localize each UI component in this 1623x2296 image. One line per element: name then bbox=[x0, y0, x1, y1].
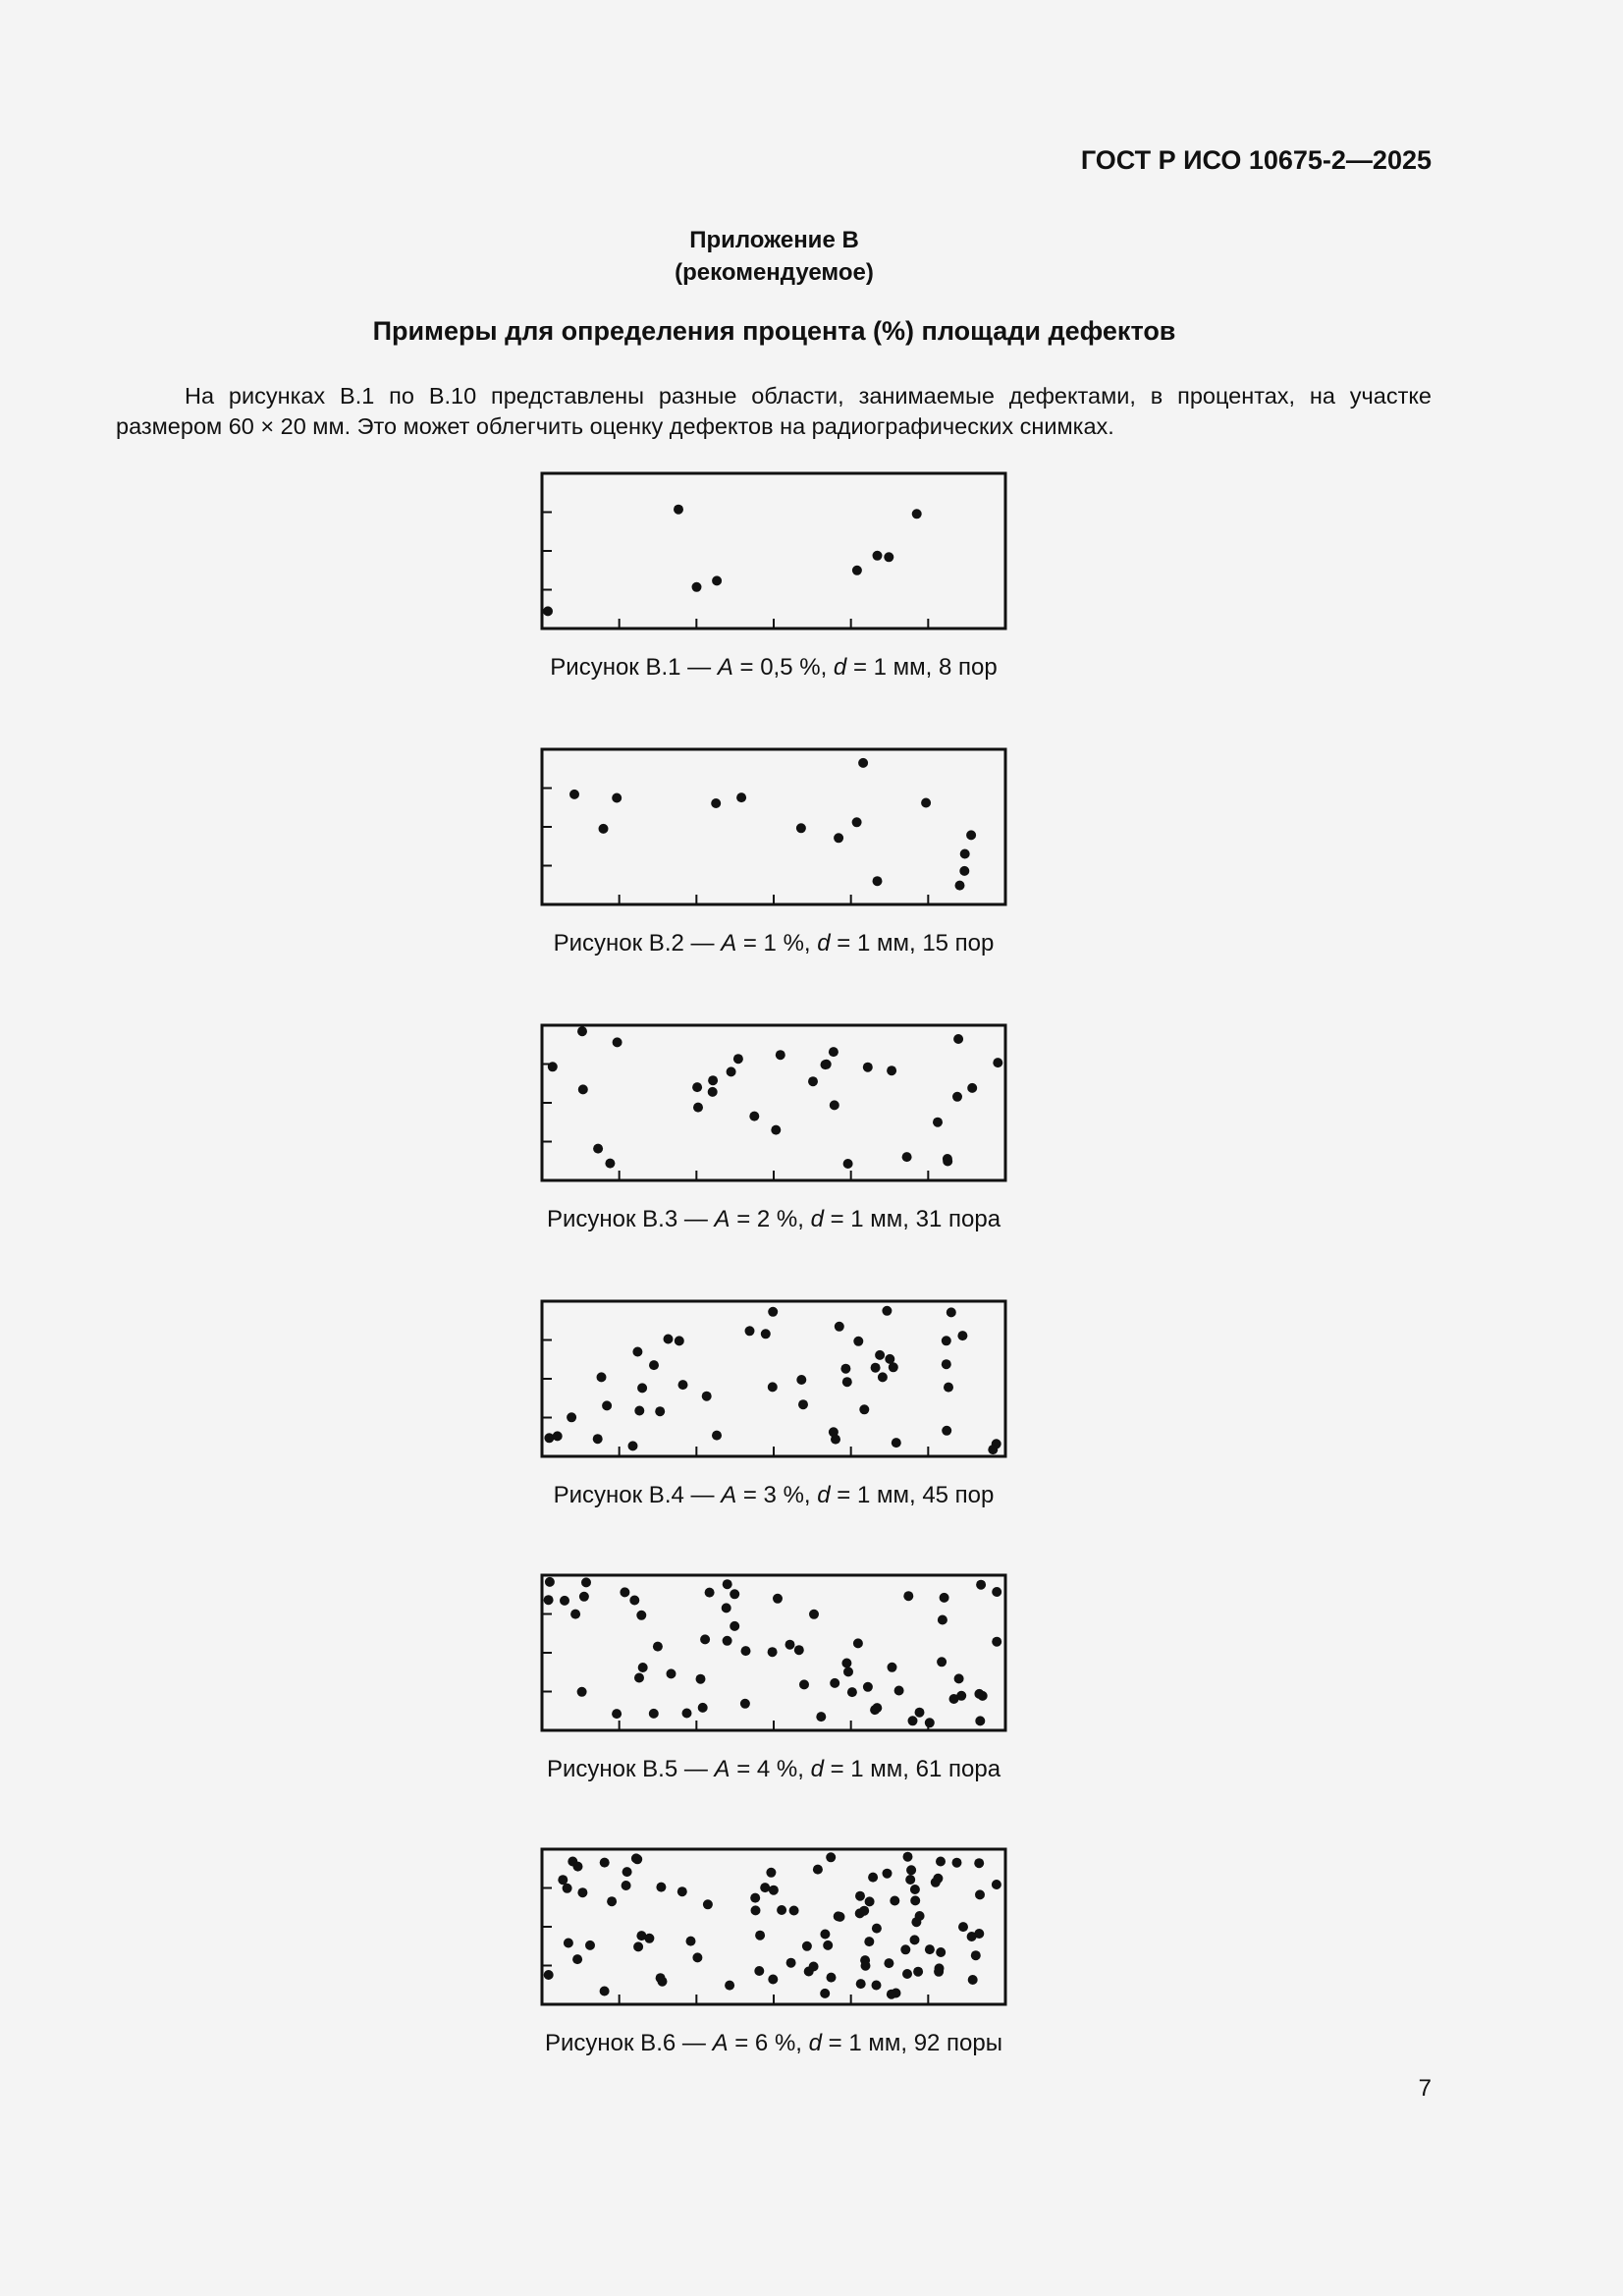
pore-dot bbox=[749, 1112, 759, 1121]
pore-dot bbox=[859, 1404, 869, 1414]
pore-dot bbox=[829, 1047, 839, 1057]
pore-dot bbox=[872, 1981, 882, 1991]
pore-dot bbox=[634, 1406, 644, 1416]
pore-dot bbox=[585, 1941, 595, 1950]
plot-frame bbox=[542, 749, 1005, 904]
pore-dot bbox=[769, 1886, 779, 1895]
pore-dot bbox=[903, 1852, 913, 1862]
pore-dot bbox=[658, 1977, 668, 1987]
pore-plot bbox=[540, 1573, 1007, 1736]
annex-status: (рекомендуемое) bbox=[675, 259, 874, 286]
plot-frame bbox=[542, 1025, 1005, 1180]
pore-dot bbox=[771, 1125, 781, 1135]
figure-caption: Рисунок В.4 — A = 3 %, d = 1 мм, 45 пор bbox=[553, 1482, 995, 1508]
pore-dot bbox=[829, 1427, 839, 1437]
pore-dot bbox=[722, 1603, 731, 1613]
pore-dot bbox=[830, 1100, 839, 1110]
pore-dot bbox=[563, 1884, 572, 1893]
pore-dot bbox=[605, 1159, 615, 1169]
pore-dot bbox=[600, 1987, 610, 1996]
pore-dot bbox=[835, 1322, 844, 1332]
pore-dot bbox=[937, 1657, 947, 1667]
pore-dot bbox=[560, 1596, 569, 1606]
figure-caption: Рисунок В.6 — A = 6 %, d = 1 мм, 92 поры bbox=[545, 2030, 1002, 2056]
pore-dot bbox=[570, 1610, 580, 1619]
pore-dot bbox=[888, 1663, 897, 1672]
pore-dot bbox=[859, 1906, 869, 1916]
pore-dot bbox=[813, 1865, 823, 1875]
pore-dot bbox=[908, 1716, 918, 1725]
pore-dot bbox=[789, 1906, 799, 1916]
pore-dot bbox=[577, 1026, 587, 1036]
pore-dot bbox=[884, 552, 893, 562]
pore-dot bbox=[834, 833, 843, 843]
pore-dot bbox=[847, 1687, 857, 1697]
pore-dot bbox=[745, 1326, 755, 1336]
pore-dot bbox=[692, 1082, 702, 1092]
pore-dot bbox=[875, 1350, 885, 1360]
pore-dot bbox=[942, 1426, 951, 1436]
pore-dot bbox=[954, 1673, 964, 1683]
pore-dot bbox=[902, 1152, 912, 1162]
pore-dot bbox=[751, 1905, 761, 1915]
pore-dot bbox=[967, 1083, 977, 1093]
pore-dot bbox=[628, 1441, 638, 1450]
pore-dot bbox=[971, 1950, 981, 1960]
pore-dot bbox=[649, 1709, 659, 1719]
figure-caption: Рисунок В.3 — A = 2 %, d = 1 мм, 31 пора bbox=[546, 1206, 1001, 1232]
pore-dot bbox=[959, 866, 969, 876]
pore-dot bbox=[708, 1075, 718, 1085]
pore-dot bbox=[894, 1686, 904, 1696]
pore-dot bbox=[887, 1990, 896, 1999]
pore-dot bbox=[750, 1893, 760, 1903]
pore-dot bbox=[581, 1577, 591, 1587]
pore-dot bbox=[633, 1941, 643, 1951]
pore-dot bbox=[863, 1682, 873, 1692]
pore-dot bbox=[910, 1895, 920, 1905]
pore-dot bbox=[902, 1969, 912, 1979]
pore-dot bbox=[723, 1579, 732, 1589]
pore-dot bbox=[712, 575, 722, 585]
pore-dot bbox=[736, 793, 746, 802]
pore-dot bbox=[593, 1434, 603, 1444]
pore-dot bbox=[933, 1118, 943, 1127]
pore-dot bbox=[957, 1331, 967, 1340]
pore-dot bbox=[544, 1595, 554, 1605]
pore-dot bbox=[629, 1596, 639, 1606]
pore-dot bbox=[667, 1668, 676, 1678]
pore-dot bbox=[768, 1647, 778, 1657]
pore-dot bbox=[741, 1646, 751, 1656]
pore-dot bbox=[578, 1084, 588, 1094]
pore-dot bbox=[858, 758, 868, 768]
pore-dot bbox=[822, 1060, 832, 1069]
pore-dot bbox=[708, 1087, 718, 1097]
pore-dot bbox=[564, 1939, 573, 1948]
pore-dot bbox=[892, 1438, 901, 1448]
pore-dot bbox=[553, 1431, 563, 1441]
pore-dot bbox=[952, 1092, 962, 1102]
pore-dot bbox=[887, 1066, 896, 1075]
pore-dot bbox=[599, 824, 609, 834]
pore-dot bbox=[843, 1159, 853, 1169]
pore-dot bbox=[853, 1337, 863, 1346]
pore-dot bbox=[852, 817, 862, 827]
pore-dot bbox=[966, 830, 976, 840]
pore-dot bbox=[872, 1703, 882, 1713]
pore-dot bbox=[544, 1433, 554, 1443]
pore-dot bbox=[913, 1967, 923, 1977]
pore-dot bbox=[656, 1883, 666, 1892]
pore-dot bbox=[693, 1103, 703, 1113]
pore-dot bbox=[730, 1589, 739, 1599]
pore-plot bbox=[540, 747, 1007, 910]
pore-dot bbox=[967, 1932, 977, 1941]
pore-dot bbox=[808, 1076, 818, 1086]
pore-dot bbox=[952, 1858, 962, 1868]
pore-dot bbox=[664, 1335, 674, 1344]
pore-dot bbox=[878, 1372, 888, 1382]
pore-plot bbox=[540, 1023, 1007, 1186]
pore-dot bbox=[686, 1937, 696, 1946]
figure-caption: Рисунок В.5 — A = 4 %, d = 1 мм, 61 пора bbox=[546, 1756, 1001, 1782]
pore-dot bbox=[558, 1875, 568, 1885]
pore-plot bbox=[540, 471, 1007, 634]
pore-dot bbox=[933, 1874, 943, 1884]
pore-dot bbox=[544, 1970, 554, 1980]
pore-dot bbox=[934, 1967, 944, 1977]
pore-dot bbox=[766, 1868, 776, 1878]
pore-dot bbox=[636, 1931, 646, 1941]
pore-dot bbox=[884, 1958, 893, 1968]
pore-dot bbox=[761, 1329, 771, 1339]
pore-dot bbox=[705, 1588, 715, 1598]
pore-dot bbox=[733, 1054, 743, 1064]
pore-dot bbox=[637, 1383, 647, 1393]
standard-code: ГОСТ Р ИСО 10675-2—2025 bbox=[1080, 145, 1432, 175]
annex-heading bbox=[0, 224, 1548, 289]
pore-dot bbox=[777, 1905, 786, 1915]
pore-dot bbox=[567, 1412, 576, 1422]
figure-caption: Рисунок В.1 — A = 0,5 %, d = 1 мм, 8 пор bbox=[550, 654, 998, 681]
pore-dot bbox=[882, 1306, 892, 1316]
pore-dot bbox=[622, 1881, 631, 1890]
pore-dot bbox=[958, 1922, 968, 1932]
pore-dot bbox=[700, 1634, 710, 1644]
pore-dot bbox=[577, 1887, 587, 1897]
pore-dot bbox=[912, 509, 922, 519]
pore-dot bbox=[843, 1667, 853, 1676]
pore-dot bbox=[675, 1336, 684, 1345]
pore-dot bbox=[943, 1157, 952, 1167]
pore-dot bbox=[960, 849, 970, 859]
pore-dot bbox=[597, 1372, 607, 1382]
pore-dot bbox=[702, 1392, 712, 1401]
pore-dot bbox=[827, 1973, 837, 1983]
pore-dot bbox=[696, 1674, 706, 1684]
pore-dot bbox=[864, 1937, 874, 1946]
pore-dot bbox=[543, 606, 553, 616]
pore-dot bbox=[905, 1875, 915, 1885]
pore-dot bbox=[974, 1858, 984, 1868]
page-number: 7 bbox=[1418, 2075, 1432, 2102]
plot-frame bbox=[542, 1301, 1005, 1456]
pore-dot bbox=[785, 1640, 795, 1650]
plot-frame bbox=[542, 473, 1005, 629]
pore-dot bbox=[632, 1347, 642, 1357]
pore-dot bbox=[607, 1896, 617, 1906]
pore-dot bbox=[953, 1034, 963, 1044]
pore-dot bbox=[711, 798, 721, 808]
pore-dot bbox=[906, 1865, 916, 1875]
pore-dot bbox=[802, 1941, 812, 1951]
pore-dot bbox=[725, 1981, 734, 1991]
pore-dot bbox=[823, 1941, 833, 1950]
pore-dot bbox=[863, 1063, 873, 1072]
intro-paragraph: На рисунках В.1 по В.10 представлены разные области, занимаемые дефектами, в процентах, на участке размером 60 × 20 мм. Это может облегчить оценку дефектов на радиографических снимках. bbox=[116, 383, 1432, 439]
pore-dot bbox=[830, 1678, 839, 1688]
pore-dot bbox=[842, 1377, 852, 1387]
pore-dot bbox=[856, 1979, 866, 1989]
pore-dot bbox=[636, 1611, 646, 1620]
pore-dot bbox=[976, 1580, 986, 1590]
pore-plot bbox=[540, 1847, 1007, 2010]
pore-dot bbox=[682, 1709, 692, 1719]
pore-dot bbox=[723, 1636, 732, 1646]
pore-dot bbox=[798, 1399, 808, 1409]
pore-dot bbox=[911, 1917, 921, 1927]
pore-dot bbox=[796, 823, 806, 833]
pore-dot bbox=[910, 1935, 920, 1944]
pore-dot bbox=[638, 1663, 648, 1672]
pore-dot bbox=[545, 1577, 555, 1587]
pore-dot bbox=[655, 1406, 665, 1416]
pore-dot bbox=[915, 1708, 925, 1718]
pore-dot bbox=[855, 1891, 865, 1901]
pore-dot bbox=[910, 1885, 920, 1894]
pore-dot bbox=[992, 1587, 1001, 1597]
pore-dot bbox=[796, 1375, 806, 1385]
pore-dot bbox=[573, 1862, 583, 1872]
pore-dot bbox=[649, 1360, 659, 1370]
pore-dot bbox=[692, 1952, 702, 1962]
pore-dot bbox=[631, 1853, 641, 1863]
pore-dot bbox=[768, 1382, 778, 1392]
pore-dot bbox=[579, 1592, 589, 1602]
pore-dot bbox=[840, 1364, 850, 1374]
pore-dot bbox=[773, 1594, 783, 1604]
pore-dot bbox=[768, 1307, 778, 1317]
pore-dot bbox=[634, 1673, 644, 1683]
pore-dot bbox=[949, 1694, 959, 1704]
pore-dot bbox=[841, 1659, 851, 1668]
pore-dot bbox=[865, 1896, 875, 1906]
pore-dot bbox=[754, 1966, 764, 1976]
pore-dot bbox=[703, 1899, 713, 1909]
section-title: Примеры для определения процента (%) площади дефектов bbox=[372, 316, 1176, 346]
pore-plot bbox=[540, 1299, 1007, 1462]
pore-dot bbox=[677, 1886, 687, 1896]
pore-dot bbox=[968, 1975, 978, 1985]
pore-dot bbox=[936, 1947, 946, 1957]
pore-dot bbox=[786, 1958, 796, 1968]
figure-caption: Рисунок В.2 — A = 1 %, d = 1 мм, 15 пор bbox=[553, 930, 995, 957]
pore-dot bbox=[944, 1383, 953, 1393]
pore-dot bbox=[760, 1883, 770, 1892]
pore-dot bbox=[820, 1989, 830, 1998]
pore-dot bbox=[712, 1431, 722, 1441]
pore-dot bbox=[993, 1058, 1002, 1067]
pore-dot bbox=[816, 1712, 826, 1722]
pore-dot bbox=[975, 1889, 985, 1899]
pore-dot bbox=[988, 1445, 998, 1454]
pore-dot bbox=[975, 1716, 985, 1725]
pore-dot bbox=[942, 1336, 951, 1345]
pore-dot bbox=[755, 1931, 765, 1941]
pore-dot bbox=[974, 1689, 984, 1699]
pore-dot bbox=[613, 1037, 622, 1047]
pore-dot bbox=[903, 1591, 913, 1601]
pore-dot bbox=[678, 1380, 688, 1390]
pore-dot bbox=[820, 1930, 830, 1940]
pore-dot bbox=[992, 1637, 1001, 1647]
pore-dot bbox=[834, 1911, 843, 1921]
pore-dot bbox=[548, 1062, 558, 1071]
pore-dot bbox=[853, 1638, 863, 1648]
pore-dot bbox=[572, 1954, 582, 1964]
pore-dot bbox=[612, 1709, 622, 1719]
pore-dot bbox=[799, 1679, 809, 1689]
pore-dot bbox=[890, 1896, 899, 1906]
pore-dot bbox=[938, 1615, 947, 1625]
pore-dot bbox=[936, 1857, 946, 1867]
pore-dot bbox=[809, 1610, 819, 1619]
pore-dot bbox=[852, 566, 862, 575]
pore-dot bbox=[612, 793, 622, 803]
pore-dot bbox=[804, 1967, 814, 1977]
pore-dot bbox=[698, 1703, 708, 1713]
pore-dot bbox=[826, 1852, 836, 1862]
pore-dot bbox=[768, 1975, 778, 1985]
pore-dot bbox=[740, 1699, 750, 1709]
pore-dot bbox=[600, 1858, 610, 1868]
pore-dot bbox=[569, 790, 579, 799]
pore-dot bbox=[674, 505, 683, 515]
pore-dot bbox=[868, 1873, 878, 1883]
pore-dot bbox=[947, 1307, 956, 1317]
pore-dot bbox=[577, 1687, 587, 1697]
pore-dot bbox=[602, 1400, 612, 1410]
pore-dot bbox=[955, 881, 965, 891]
pore-dot bbox=[940, 1593, 949, 1603]
pore-dot bbox=[692, 582, 702, 592]
pore-dot bbox=[620, 1587, 629, 1597]
pore-dot bbox=[900, 1944, 910, 1954]
pore-dot bbox=[873, 551, 883, 561]
pore-dot bbox=[883, 1869, 893, 1879]
pore-dot bbox=[873, 876, 883, 886]
pore-dot bbox=[872, 1924, 882, 1934]
pore-dot bbox=[992, 1880, 1001, 1889]
pore-dot bbox=[925, 1718, 935, 1727]
pore-dot bbox=[921, 798, 931, 808]
pore-dot bbox=[622, 1867, 632, 1877]
pore-dot bbox=[925, 1944, 935, 1954]
pore-dot bbox=[885, 1354, 894, 1364]
pore-dot bbox=[942, 1359, 951, 1369]
pore-dot bbox=[861, 1961, 871, 1971]
pore-dot bbox=[727, 1066, 736, 1076]
pore-dot bbox=[794, 1645, 804, 1655]
pore-dot bbox=[871, 1363, 881, 1373]
pore-dot bbox=[593, 1144, 603, 1154]
pore-dot bbox=[653, 1642, 663, 1652]
pore-dot bbox=[730, 1621, 739, 1631]
annex-title: Приложение В bbox=[689, 227, 859, 253]
pore-dot bbox=[776, 1050, 785, 1060]
